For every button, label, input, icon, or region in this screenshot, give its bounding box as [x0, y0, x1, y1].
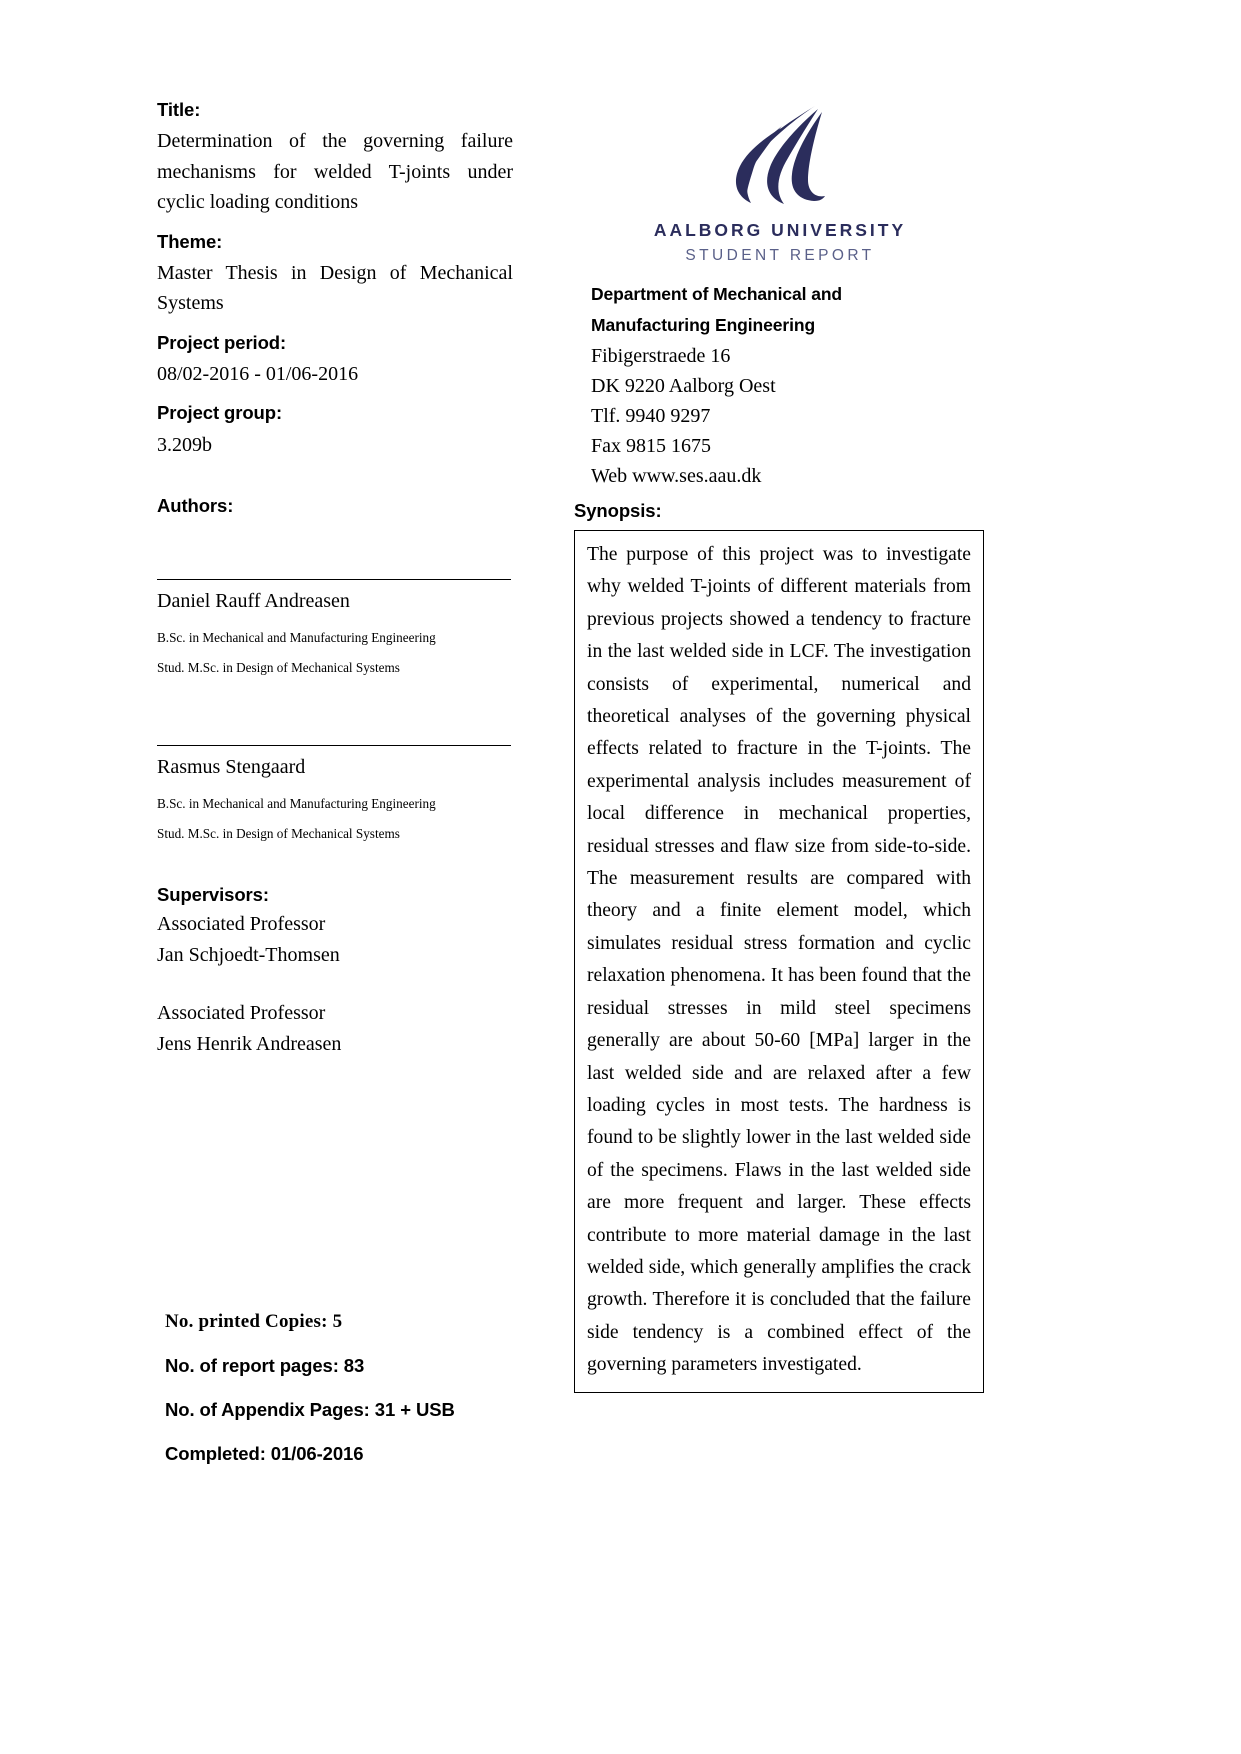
synopsis-box — [574, 530, 984, 1393]
authors-label: Authors: — [157, 495, 234, 516]
spacer — [157, 866, 513, 883]
author-qualification: Stud. M.Sc. in Design of Mechanical Systems — [157, 660, 400, 676]
project-period-text: 08/02-2016 - 01/06-2016 — [157, 362, 359, 385]
supervisors-label: Supervisors: — [157, 884, 269, 906]
aau-logo — [574, 104, 986, 208]
author-name: Rasmus Stengaard — [157, 756, 306, 779]
spacer — [157, 389, 513, 401]
signature-rule — [157, 745, 511, 746]
synopsis-section — [574, 500, 986, 1393]
aau-logo-subtitle: STUDENT REPORT — [685, 247, 875, 264]
right-column — [574, 98, 986, 491]
synopsis-text: The purpose of this project was to investigate why welded T-joints of different materials from previous projects showed a tendency to fracture in the last welded side in LCF. The investigation consists of experimental, numerical and theoretical analyses of the governing physical effects related to fracture in the T-joints. The experimental analysis includes measurement of local difference in mechanical properties, residual stresses and flaw size from side-to-side. The measurement results are compared with theory and a finite element model, which simulates residual stress formation and cyclic relaxation phenomena. It has been found that the residual stresses in mild steel specimens generally are about 50-60 [MPa] larger in the last welded side and are relaxed after a few loading cycles in most tests. The hardness is found to be slightly lower in the last welded side of the specimens. Flaws in the last welded side are more frequent and larger. These effects contribute to more material damage in the last welded side, which generally amplifies the crack growth. Therefore it is concluded that the failure side tendency is a combined effect of the governing parameters investigated. — [587, 544, 971, 1376]
report-pages: No. of report pages: 83 — [165, 1355, 365, 1376]
supervisor-name: Jens Henrik Andreasen — [157, 1032, 342, 1055]
supervisor-title: Associated Professor — [157, 913, 326, 936]
aau-logo-name: AALBORG UNIVERSITY — [653, 220, 907, 240]
title-text: Determination of the governing failure mechanisms for welded T-joints under cyclic loading conditions — [157, 130, 513, 214]
author-qualification: B.Sc. in Mechanical and Manufacturing Engineering — [157, 796, 436, 812]
project-group-text: 3.209b — [157, 433, 212, 456]
spacer — [157, 460, 513, 477]
supervisor-entry — [157, 998, 513, 1059]
author-entry — [157, 517, 513, 683]
signature-space — [157, 683, 513, 745]
address-city: DK 9220 Aalborg Oest — [591, 375, 776, 397]
department-address — [574, 279, 986, 491]
spacer — [157, 477, 513, 494]
address-fax: Fax 9815 1675 — [591, 435, 711, 457]
spacer — [157, 849, 513, 866]
author-entry — [157, 683, 513, 849]
address-web: Web www.ses.aau.dk — [591, 465, 762, 487]
left-column — [157, 98, 513, 1059]
aau-wave-logo-icon — [732, 104, 828, 208]
appendix-pages: No. of Appendix Pages: 31 + USB — [165, 1399, 455, 1420]
spacer — [157, 218, 513, 230]
department-line-1: Department of Mechanical and — [591, 284, 843, 304]
spacer — [157, 970, 513, 998]
theme-label: Theme: — [157, 230, 223, 252]
author-qualification: Stud. M.Sc. in Design of Mechanical Systems — [157, 826, 400, 842]
signature-rule — [157, 579, 511, 580]
title-label: Title: — [157, 99, 201, 120]
spacer — [157, 319, 513, 331]
address-street: Fibigerstraede 16 — [591, 345, 731, 367]
author-qualification: B.Sc. in Mechanical and Manufacturing Engineering — [157, 630, 436, 646]
address-phone: Tlf. 9940 9297 — [591, 405, 711, 427]
synopsis-label: Synopsis: — [574, 500, 662, 521]
theme-text: Master Thesis in Design of Mechanical Systems — [157, 261, 513, 315]
supervisor-title: Associated Professor — [157, 1002, 326, 1025]
department-line-2: Manufacturing Engineering — [591, 315, 816, 335]
project-group-label: Project group: — [157, 402, 283, 424]
project-period-label: Project period: — [157, 331, 287, 353]
report-meta-block — [165, 1300, 565, 1476]
author-name: Daniel Rauff Andreasen — [157, 590, 350, 613]
supervisor-name: Jan Schjoedt-Thomsen — [157, 943, 340, 966]
supervisor-entry — [157, 909, 513, 970]
printed-copies: No. printed Copies: 5 — [165, 1311, 343, 1332]
completed-date: Completed: 01/06-2016 — [165, 1443, 364, 1464]
signature-space — [157, 517, 513, 579]
